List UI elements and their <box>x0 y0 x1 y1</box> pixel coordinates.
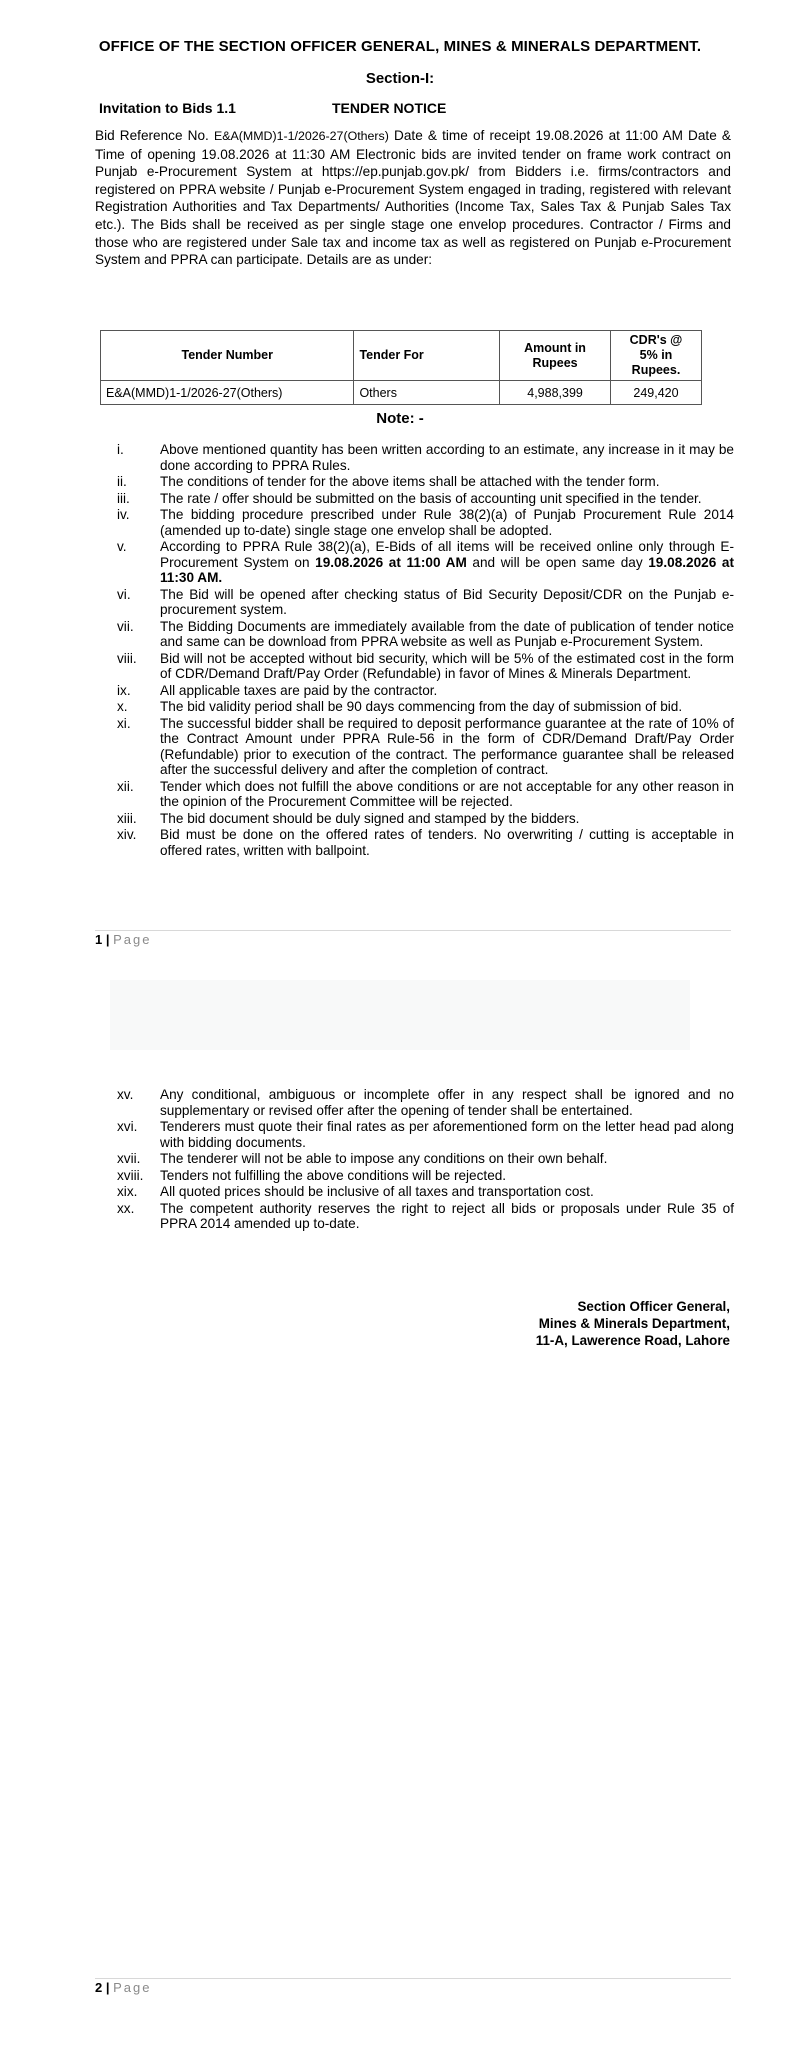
cell-amount: 4,988,399 <box>500 381 611 405</box>
list-item <box>0 683 734 699</box>
signature-department: Mines & Minerals Department, <box>538 1316 730 1331</box>
list-item-text: The bid document should be duly signed and stamped by the bidders. <box>160 810 580 826</box>
bid-reference: E&A(MMD)1-1/2026-27(Others) <box>213 129 389 143</box>
list-item-text: All applicable taxes are paid by the contractor. <box>160 682 438 698</box>
table-header-row <box>101 331 702 381</box>
list-item <box>0 1184 734 1200</box>
list-item-number: xx. <box>117 1200 135 1216</box>
list-item-number: iv. <box>117 507 130 522</box>
list-item <box>0 1168 734 1184</box>
footer-divider <box>95 1978 731 1979</box>
page-footer: 1 | Page <box>95 932 152 947</box>
list-item-number: xii. <box>117 778 134 794</box>
notes-list <box>0 442 800 859</box>
list-item-number: viii. <box>117 650 137 666</box>
list-item-text: The conditions of tender for the above items shall be attached with the tender form. <box>160 474 660 489</box>
list-item <box>0 619 734 650</box>
intro-text: Date & time of receipt 19.08.2026 at 11:00 AM Date & Time of opening 19.08.2026 at 11:30 AM Electronic bids are invited tender on frame work contract on Punjab e-Procurement System at https://ep.punjab.gov.pk/ from Bidders i.e. firms/contractors and registered on PPRA website / Punjab e-Procurement System engaged in trading, registered with relevant Registration Authorities and Tax Departments/ Authorities (Income Tax, Sales Tax & Punjab Sales Tax etc.). The Bids shall be received as per single stage one envelop procedures. Contractor / Firms and those who are registered under Sale tax and income tax as well as registered on Punjab e-Procurement System and PPRA can participate. Details are as under: <box>95 128 731 268</box>
list-item <box>0 491 734 507</box>
cell-tender-for: Others <box>354 381 500 405</box>
list-item-text-a: According to PPRA Rule 38(2)(a), E-Bids of all items will be received online only through E-Procurement System on <box>160 539 734 570</box>
invitation-row <box>99 100 447 116</box>
list-item-text: The Bidding Documents are immediately available from the date of publication of tender notice and same can be download from PPRA website as well as Punjab e-Procurement System. <box>160 618 734 649</box>
list-item-text: The bid validity period shall be 90 days commencing from the day of submission of bid. <box>160 699 683 714</box>
list-item-number: xviii. <box>117 1167 144 1183</box>
signature-title: Section Officer General, <box>577 1299 730 1314</box>
list-item <box>0 442 734 473</box>
list-item-number: i. <box>117 442 124 457</box>
note-heading: Note: - <box>376 410 424 427</box>
list-item <box>0 587 734 618</box>
list-item-text: The competent authority reserves the right to reject all bids or proposals under Rule 35 of PPRA 2014 amended up to-date. <box>160 1200 734 1231</box>
intro-paragraph <box>95 127 731 269</box>
list-item <box>0 1119 734 1150</box>
list-item-number: vii. <box>117 618 134 634</box>
list-item-text: The successful bidder shall be required to deposit performance guarantee at the rate of 10% of the Contract Amount under PPRA Rule-56 in the form of CDR/Demand Draft/Pay Order (Refundable) prior to execution of the contract. The performance guarantee shall be released after the successful delivery and after the completion of contract. <box>160 715 734 777</box>
list-item <box>0 651 734 682</box>
header-amount-text: Amount in Rupees <box>524 340 586 370</box>
list-item-number: iii. <box>117 490 130 506</box>
list-item-number: xvii. <box>117 1151 141 1166</box>
list-item-number: x. <box>117 699 128 714</box>
list-item-text: The tenderer will not be able to impose any conditions on their own behalf. <box>160 1151 608 1166</box>
list-item-number: xiv. <box>117 827 137 842</box>
list-item-number: vi. <box>117 586 131 602</box>
page-number: 1 <box>95 932 103 947</box>
list-item-text: Above mentioned quantity has been written according to an estimate, any increase in it may be done according to PPRA Rules. <box>160 442 734 473</box>
document-page-1 <box>0 0 800 950</box>
receipt-datetime: 19.08.2026 at 11:00 AM <box>315 554 467 570</box>
list-item-number: v. <box>117 539 127 554</box>
document-page-2 <box>0 950 800 2070</box>
cell-tender-number: E&A(MMD)1-1/2026-27(Others) <box>101 381 354 405</box>
header-amount <box>500 331 611 381</box>
list-item-number: xv. <box>117 1087 134 1102</box>
list-item-text: The bidding procedure prescribed under Rule 38(2)(a) of Punjab Procurement Rule 2014 (amended up to-date) single stage one envelop shall be adopted. <box>160 507 734 538</box>
tender-table <box>100 330 702 405</box>
document-title: OFFICE OF THE SECTION OFFICER GENERAL, MINES & MINERALS DEPARTMENT. <box>98 38 702 55</box>
tender-notice-heading: TENDER NOTICE <box>332 100 447 116</box>
list-item-text: Tenders not fulfilling the above conditions will be rejected. <box>160 1167 507 1183</box>
header-tender-number: Tender Number <box>101 331 354 381</box>
page-label: Page <box>113 932 152 947</box>
list-item <box>0 539 734 586</box>
list-item-text: Tenderers must quote their final rates as per aforementioned form on the letter head pad along with bidding documents. <box>160 1119 734 1150</box>
list-item-number: xix. <box>117 1184 138 1199</box>
table-row <box>101 381 702 405</box>
signature-block <box>536 1298 730 1349</box>
list-item <box>0 779 734 810</box>
opening-datetime: 19.08.2026 at 11:30 AM. <box>160 554 734 585</box>
list-item <box>0 827 734 858</box>
footer-divider <box>95 930 731 931</box>
invitation-label: Invitation to Bids 1.1 <box>99 100 236 116</box>
faint-bleedthrough-graphic <box>110 970 690 1070</box>
list-item <box>0 811 734 827</box>
cell-cdr: 249,420 <box>611 381 702 405</box>
intro-prefix: Bid Reference No. <box>95 128 214 143</box>
list-item-text: The rate / offer should be submitted on the basis of accounting unit specified in the tender. <box>160 490 702 506</box>
signature-address: 11-A, Lawerence Road, Lahore <box>535 1333 730 1348</box>
list-item-text: Tender which does not fulfill the above conditions or are not acceptable for any other reason in the opinion of the Procurement Committee will be rejected. <box>160 778 734 809</box>
list-item <box>0 716 734 778</box>
list-item-text: Bid will not be accepted without bid security, which will be 5% of the estimated cost in the form of CDR/Demand Draft/Pay Order (Refundable) in favor of Mines & Minerals Department. <box>160 650 734 681</box>
list-item-text-b: and will be open same day <box>466 554 649 570</box>
section-heading: Section-I: <box>365 70 435 87</box>
list-item-text: Any conditional, ambiguous or incomplete offer in any respect shall be ignored and no supplementary or revised offer after the opening of tender shall be entertained. <box>160 1087 734 1118</box>
list-item-number: xvi. <box>117 1119 138 1134</box>
list-item <box>0 507 734 538</box>
page-footer: 2 | Page <box>95 1980 152 1995</box>
list-item-text: Bid must be done on the offered rates of tenders. No overwriting / cutting is acceptable in offered rates, written with ballpoint. <box>160 827 734 858</box>
header-cdr <box>611 331 702 381</box>
header-tender-for: Tender For <box>354 331 500 381</box>
list-item <box>0 1087 734 1118</box>
list-item <box>0 1201 734 1232</box>
list-item-number: ix. <box>117 682 131 698</box>
list-item-text: All quoted prices should be inclusive of all taxes and transportation cost. <box>160 1184 594 1199</box>
list-item-number: xiii. <box>117 810 137 826</box>
page-label: Page <box>113 1980 152 1995</box>
list-item <box>0 1151 734 1167</box>
page-number: 2 <box>95 1980 103 1995</box>
header-cdr-text: CDR's @ 5% in Rupees. <box>629 333 683 377</box>
list-item-text: The Bid will be opened after checking status of Bid Security Deposit/CDR on the Punjab e-procurement system. <box>160 586 734 617</box>
list-item-number: ii. <box>117 474 127 489</box>
list-item <box>0 474 734 490</box>
notes-list-continued <box>0 1087 800 1233</box>
list-item-number: xi. <box>117 715 131 731</box>
list-item <box>0 699 734 715</box>
